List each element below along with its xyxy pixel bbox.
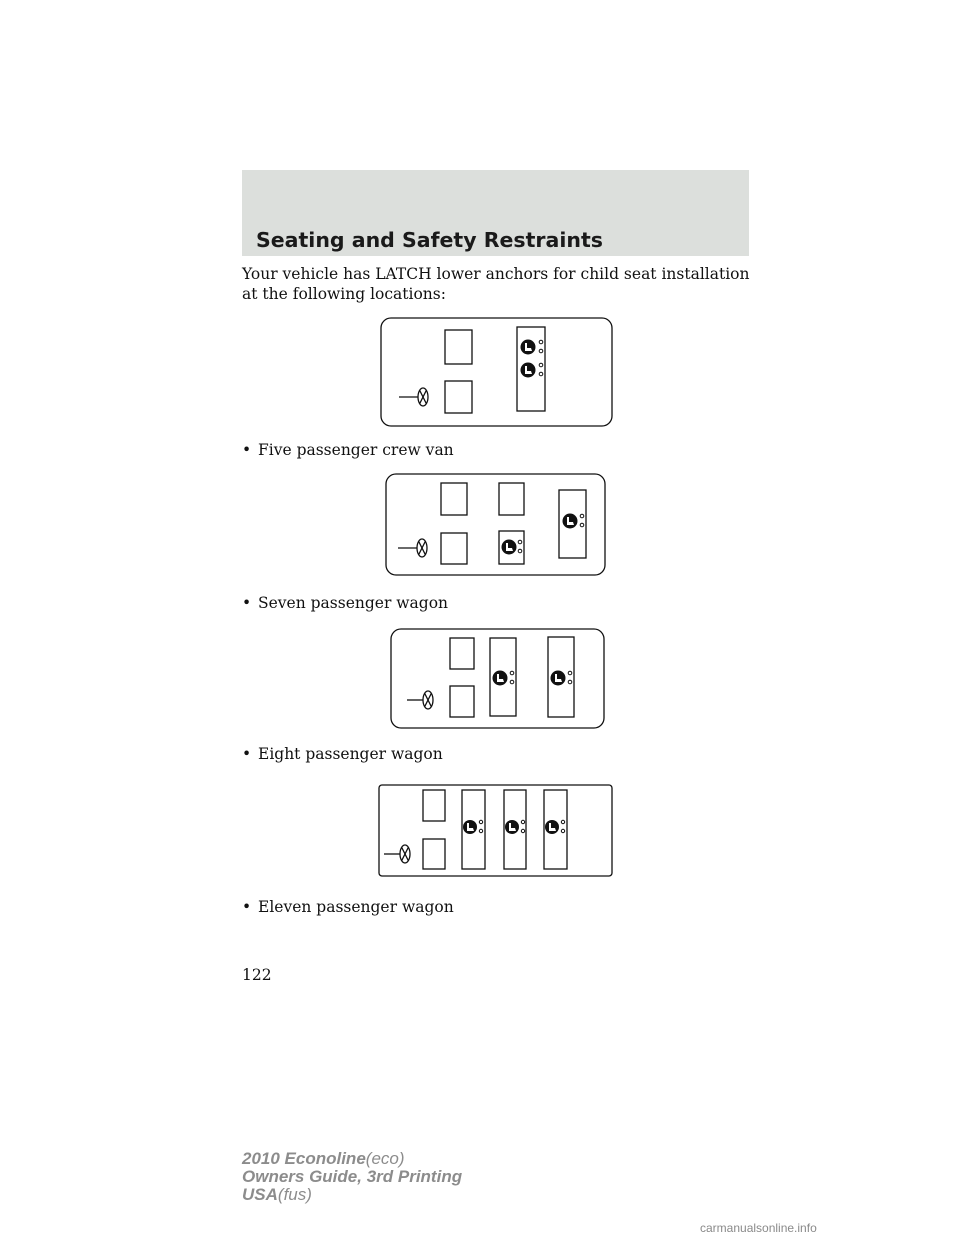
- seating-diagram-eleven-passenger: [378, 784, 614, 878]
- anchor-dot-icon: [539, 372, 543, 376]
- anchor-dot-icon: [510, 680, 514, 684]
- anchor-dot-icon: [479, 829, 482, 832]
- seat-front-passenger: [445, 330, 472, 364]
- seat-driver: [441, 533, 467, 564]
- diagram-caption: • Eight passenger wagon: [242, 745, 443, 763]
- diagram-caption: • Five passenger crew van: [242, 441, 454, 459]
- anchor-dot-icon: [580, 514, 584, 518]
- seating-diagram-eight-passenger: [390, 628, 606, 730]
- anchor-dot-icon: [539, 349, 543, 353]
- footer-model-line: 2010 Econoline(eco): [242, 1149, 405, 1168]
- seat-driver: [450, 686, 474, 717]
- child-seat-icon: [502, 540, 517, 555]
- section-title: Seating and Safety Restraints: [256, 228, 603, 252]
- vehicle-outline: [381, 318, 612, 426]
- anchor-dot-icon: [510, 671, 514, 675]
- bullet-icon: •: [242, 745, 252, 763]
- seating-diagram-five-passenger: [380, 317, 614, 428]
- anchor-dot-icon: [521, 820, 524, 823]
- diagram-caption: • Eleven passenger wagon: [242, 898, 454, 916]
- anchor-dot-icon: [518, 549, 522, 553]
- document-footer: [242, 1150, 462, 1204]
- seat-front-passenger: [441, 483, 467, 515]
- bullet-icon: •: [242, 441, 252, 459]
- anchor-dot-icon: [518, 540, 522, 544]
- child-seat-icon: [463, 820, 477, 834]
- page-number: 122: [242, 966, 272, 984]
- child-seat-icon: [551, 671, 566, 686]
- anchor-dot-icon: [521, 829, 524, 832]
- child-seat-icon: [493, 671, 508, 686]
- bullet-icon: •: [242, 898, 252, 916]
- child-seat-icon: [563, 514, 578, 529]
- anchor-dot-icon: [561, 820, 564, 823]
- steering-wheel-icon: [400, 845, 410, 863]
- anchor-dot-icon: [568, 671, 572, 675]
- child-seat-icon: [521, 363, 536, 378]
- steering-wheel-icon: [418, 388, 428, 406]
- anchor-dot-icon: [568, 680, 572, 684]
- bullet-icon: •: [242, 594, 252, 612]
- seat-driver: [423, 839, 445, 869]
- anchor-dot-icon: [539, 340, 543, 344]
- anchor-dot-icon: [580, 523, 584, 527]
- watermark: carmanualsonline.info: [700, 1221, 817, 1235]
- seat-front-passenger: [423, 790, 445, 821]
- seat-driver: [445, 381, 472, 413]
- vehicle-outline: [379, 785, 612, 876]
- diagram-caption: • Seven passenger wagon: [242, 594, 449, 612]
- child-seat-icon: [505, 820, 519, 834]
- footer-guide-line: Owners Guide, 3rd Printing: [242, 1167, 463, 1186]
- anchor-dot-icon: [539, 363, 543, 367]
- seating-diagram-seven-passenger: [385, 473, 607, 577]
- child-seat-icon: [545, 820, 559, 834]
- intro-paragraph: Your vehicle has LATCH lower anchors for child seat installation at the following locations:: [242, 265, 750, 303]
- steering-wheel-icon: [423, 691, 433, 709]
- steering-wheel-icon: [417, 539, 427, 557]
- footer-market-line: USA(fus): [242, 1185, 312, 1204]
- seat-front-passenger: [450, 638, 474, 669]
- anchor-dot-icon: [561, 829, 564, 832]
- seat-middle-right: [499, 483, 524, 515]
- anchor-dot-icon: [479, 820, 482, 823]
- child-seat-icon: [521, 340, 536, 355]
